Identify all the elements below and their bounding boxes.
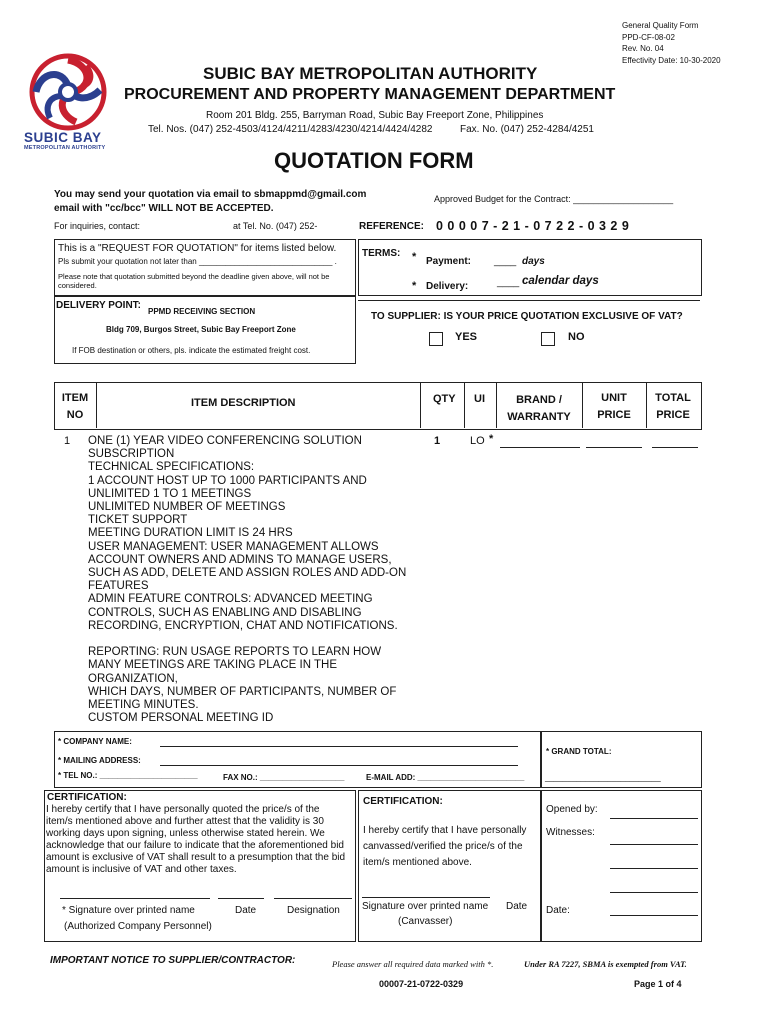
cert-text-line: amount is exclusive of VAT shall result to a presumption that the bid	[46, 852, 346, 863]
cert-text-line: I hereby certify that I have personally quoted the price/s of the	[46, 804, 320, 815]
description-line: MEETING MINUTES.	[88, 699, 199, 712]
item-description	[88, 435, 428, 725]
rfq-title: This is a "REQUEST FOR QUOTATION" for items listed below.	[58, 243, 337, 254]
cert-text-line: item/s mentioned above.	[363, 857, 472, 868]
col-qty: QTY	[433, 393, 456, 405]
grand-total-field[interactable]: __________________________	[545, 773, 661, 782]
col-unit-price	[582, 390, 646, 424]
signature-label: * Signature over printed name	[62, 905, 195, 916]
description-line: REPORTING: RUN USAGE REPORTS TO LEARN HOW	[88, 646, 382, 659]
col-header-text: TOTAL	[655, 392, 691, 404]
vat-yes-label: YES	[455, 331, 478, 343]
form-meta-line: Effectivity Date: 10-30-2020	[622, 55, 721, 65]
vat-no-checkbox[interactable]	[541, 332, 555, 346]
inquiries-tel: at Tel. No. (047) 252-	[233, 221, 318, 231]
cert-left-title: CERTIFICATION:	[47, 792, 127, 803]
org-tel: Tel. Nos. (047) 252-4503/4124/4211/4283/4230/4214/4424/4282	[148, 124, 433, 135]
col-total-price	[646, 390, 700, 424]
mailing-address-field[interactable]	[160, 765, 518, 766]
divider	[358, 300, 700, 301]
delivery-point-label: DELIVERY POINT:	[56, 300, 142, 311]
description-line: WHICH DAYS, NUMBER OF PARTICIPANTS, NUMBER OF	[88, 685, 397, 698]
col-header-text: NO	[66, 409, 84, 421]
company-name-label: * COMPANY NAME:	[58, 737, 132, 746]
item-number: 1	[64, 435, 71, 447]
divider	[464, 382, 465, 428]
vat-exemption-note: Under RA 7227, SBMA is exempted from VAT.	[524, 959, 687, 969]
required-data-note: Please answer all required data marked with *.	[332, 959, 494, 969]
dept-name: PROCUREMENT AND PROPERTY MANAGEMENT DEPARTMENT	[124, 86, 616, 103]
cert-left-text	[46, 804, 345, 876]
company-name-field[interactable]	[160, 746, 518, 747]
col-item-description: ITEM DESCRIPTION	[191, 397, 296, 409]
cert-text-line: canvassed/verified the price/s of the	[363, 841, 523, 852]
approved-budget: Approved Budget for the Contract: ____________________	[434, 194, 674, 204]
divider	[96, 382, 97, 428]
description-line: SUCH AS ADD, DELETE AND ASSIGN ROLES AND ADD-ON	[88, 567, 407, 580]
tel-no-field[interactable]: * TEL NO.: ______________________	[58, 771, 198, 780]
witness-line[interactable]	[610, 844, 698, 845]
terms-box	[358, 239, 702, 296]
vat-yes-checkbox[interactable]	[429, 332, 443, 346]
payment-blank[interactable]: ____	[494, 256, 517, 267]
form-meta	[622, 20, 721, 66]
designation-line[interactable]	[274, 898, 352, 899]
email-field[interactable]: E-MAIL ADD: ________________________	[366, 773, 525, 782]
page-number: Page 1 of 4	[634, 979, 682, 989]
witnesses-label: Witnesses:	[546, 827, 595, 838]
description-line: MEETING DURATION LIMIT IS 24 HRS	[88, 527, 293, 540]
logo-subtext: METROPOLITAN AUTHORITY	[24, 145, 106, 151]
canvasser-label: (Canvasser)	[398, 916, 453, 927]
inquiries-label: For inquiries, contact:	[54, 221, 141, 231]
mailing-address-label: * MAILING ADDRESS:	[58, 756, 141, 765]
description-line: USER MANAGEMENT: USER MANAGEMENT ALLOWS	[88, 540, 379, 553]
col-header-text: WARRANTY	[507, 411, 571, 423]
item-ui: LO	[470, 435, 485, 447]
vat-no-label: NO	[568, 331, 585, 343]
col-brand	[496, 392, 582, 426]
cert-text-line: item/s mentioned above and further attest that the validity is 30	[46, 816, 324, 827]
description-line: CONTROLS, SUCH AS ENABLING AND DISABLING	[88, 606, 362, 619]
opened-by-line[interactable]	[610, 818, 698, 819]
required-marker: *	[412, 280, 417, 292]
required-marker: *	[412, 251, 417, 263]
delivery-blank[interactable]: ____	[497, 277, 520, 288]
col-header-text: BRAND /	[516, 394, 562, 406]
rfq-deadline: Pls submit your quotation not later than ______________________________ .	[58, 257, 337, 266]
sbma-logo	[24, 52, 114, 151]
org-fax: Fax. No. (047) 252-4284/4251	[460, 124, 594, 135]
payment-label: Payment:	[426, 256, 472, 267]
witness-line[interactable]	[610, 892, 698, 893]
cert-text-line: I hereby certify that I have personally	[363, 825, 527, 836]
description-line: 1 ACCOUNT HOST UP TO 1000 PARTICIPANTS AND	[88, 474, 367, 487]
authorized-personnel-label: (Authorized Company Personnel)	[64, 921, 212, 932]
terms-label: TERMS:	[362, 248, 401, 259]
page-title: QUOTATION FORM	[274, 148, 474, 173]
witness-line[interactable]	[610, 868, 698, 869]
reference-label: REFERENCE:	[359, 221, 425, 232]
brand-blank[interactable]	[500, 447, 580, 448]
footer-reference: 00007-21-0722-0329	[379, 979, 464, 989]
description-line: ORGANIZATION,	[88, 672, 178, 685]
designation-label: Designation	[287, 905, 340, 916]
description-line: TICKET SUPPORT	[88, 514, 188, 527]
fob-note: If FOB destination or others, pls. indicate the estimated freight cost.	[72, 346, 311, 355]
important-notice: IMPORTANT NOTICE TO SUPPLIER/CONTRACTOR:	[50, 955, 296, 966]
col-ui: UI	[474, 393, 485, 405]
canvasser-signature-label: Signature over printed name	[362, 901, 489, 912]
description-line: TECHNICAL SPECIFICATIONS:	[88, 461, 255, 474]
delivery-address: Bldg 709, Burgos Street, Subic Bay Freeport Zone	[106, 325, 296, 334]
col-header-text: PRICE	[597, 409, 631, 421]
fax-no-field[interactable]: FAX NO.: ___________________	[223, 773, 345, 782]
col-item-no	[54, 390, 96, 424]
description-line: CUSTOM PERSONAL MEETING ID	[88, 712, 274, 725]
payment-unit: days	[522, 256, 545, 267]
grand-total-label: * GRAND TOTAL:	[546, 747, 612, 756]
description-line: UNLIMITED 1 TO 1 MEETINGS	[88, 487, 252, 500]
form-meta-line: General Quality Form	[622, 21, 699, 30]
rfq-note: Please note that quotation submitted beyond the deadline given above, will not be	[58, 272, 330, 281]
date-line[interactable]	[218, 898, 264, 899]
delivery-unit: calendar days	[522, 275, 599, 287]
description-line: ACCOUNT OWNERS AND ADMINS TO MANAGE USERS,	[88, 553, 392, 566]
col-header-text: UNIT	[601, 392, 627, 404]
date-label: Date	[235, 905, 257, 916]
form-meta-line: Rev. No. 04	[622, 44, 664, 53]
divider	[420, 382, 421, 428]
delivery-label: Delivery:	[426, 281, 469, 292]
description-line: ADMIN FEATURE CONTROLS: ADVANCED MEETING	[88, 593, 373, 606]
logo-emblem-icon	[28, 52, 108, 132]
cert-mid-title: CERTIFICATION:	[363, 796, 443, 807]
cert-text-line: working days upon signing, unless otherwise stated herein. We	[46, 828, 325, 839]
reference-number: 0 0 0 0 7 - 2 1 - 0 7 2 2 - 0 3 2 9	[436, 219, 630, 233]
cert-date-line[interactable]	[610, 915, 698, 916]
form-meta-line: PPD-CF-08-02	[622, 32, 675, 42]
signature-line[interactable]	[60, 898, 210, 899]
logo-text: SUBIC BAY	[24, 130, 102, 145]
canvasser-date-label: Date	[506, 901, 528, 912]
opened-by-label: Opened by:	[546, 804, 598, 815]
description-line	[88, 633, 428, 646]
vat-question: TO SUPPLIER: IS YOUR PRICE QUOTATION EXCLUSIVE OF VAT?	[371, 311, 683, 322]
description-line: FEATURES	[88, 580, 149, 593]
delivery-section: PPMD RECEIVING SECTION	[148, 307, 256, 316]
cert-mid-text	[363, 823, 526, 871]
description-line: UNLIMITED NUMBER OF MEETINGS	[88, 501, 286, 514]
unit-price-blank[interactable]	[586, 447, 642, 448]
org-address: Room 201 Bldg. 255, Barryman Road, Subic Bay Freeport Zone, Philippines	[206, 110, 544, 121]
col-header-text: PRICE	[656, 409, 690, 421]
required-marker: *	[489, 433, 494, 445]
canvasser-signature-line[interactable]	[362, 897, 490, 898]
email-instruction: You may send your quotation via email to sbmappmd@gmail.com	[54, 189, 367, 200]
cert-date-label: Date:	[546, 905, 570, 916]
description-line: ONE (1) YEAR VIDEO CONFERENCING SOLUTION	[88, 435, 362, 447]
cc-warning: email with "cc/bcc" WILL NOT BE ACCEPTED.	[54, 203, 274, 214]
col-header-text: ITEM	[61, 392, 89, 404]
description-line: RECORDING, ENCRYPTION, CHAT AND NOTIFICATIONS.	[88, 619, 398, 632]
total-price-blank[interactable]	[652, 447, 698, 448]
cert-text-line: acknowledge that our failure to indicate that the aforementioned bid	[46, 840, 344, 851]
org-name: SUBIC BAY METROPOLITAN AUTHORITY	[203, 64, 538, 83]
rfq-note: considered.	[58, 281, 97, 290]
description-line: SUBSCRIPTION	[88, 448, 175, 461]
cert-text-line: amount is inclusive of VAT and other taxes.	[46, 864, 237, 875]
description-line: MANY MEETINGS ARE TAKING PLACE IN THE	[88, 659, 338, 672]
item-qty: 1	[434, 435, 441, 447]
